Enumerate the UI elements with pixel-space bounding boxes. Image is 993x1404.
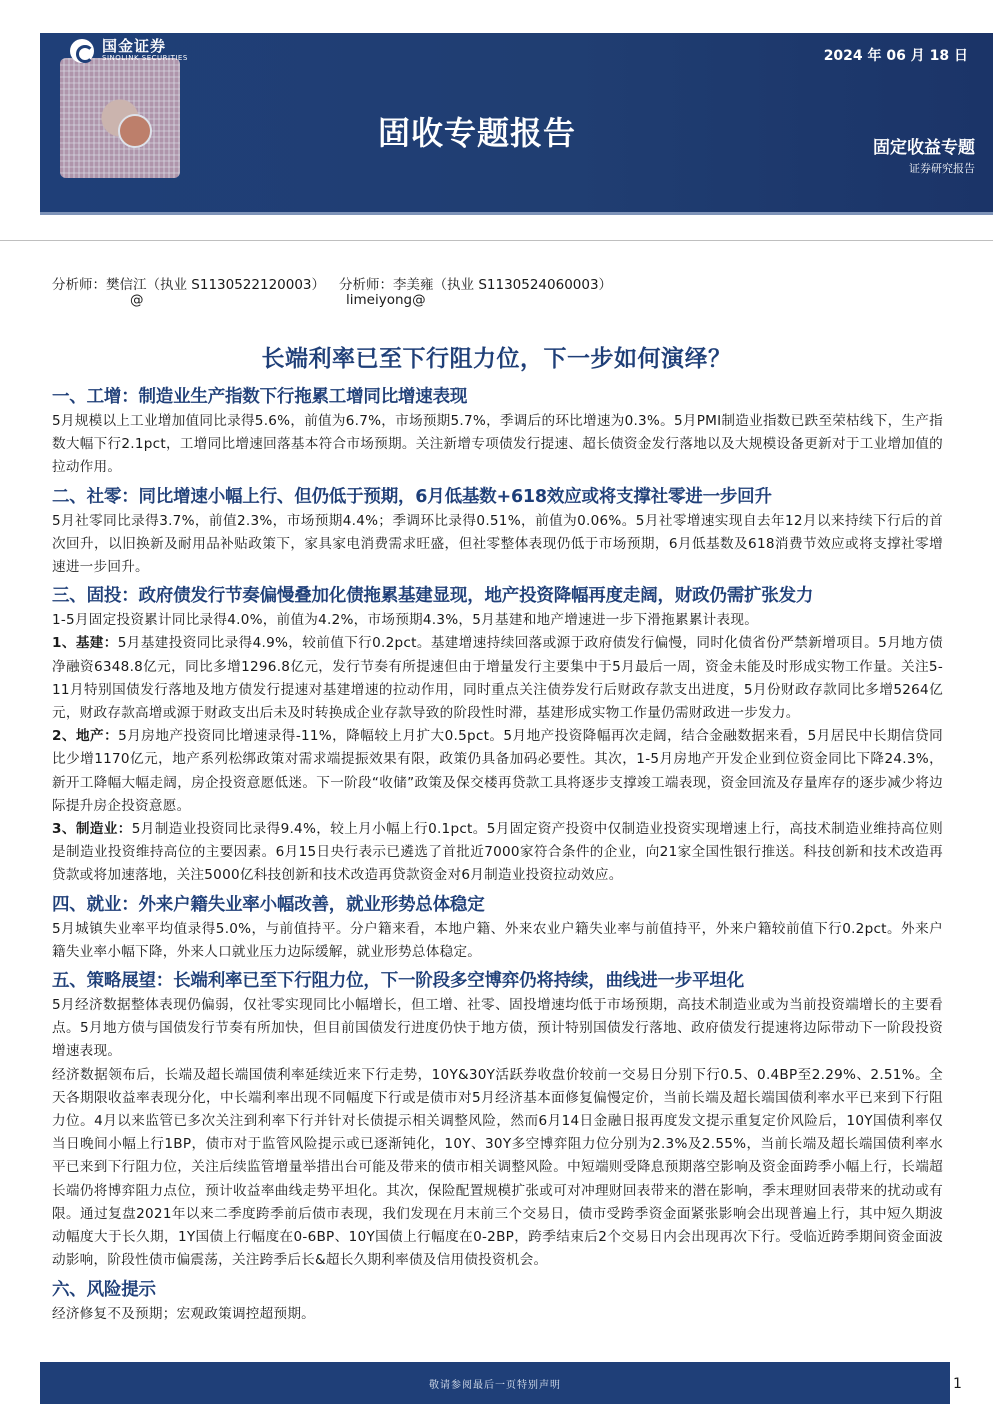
infrastructure-label: 1、基建： [52, 635, 118, 652]
section-1-heading: 一、工增：制造业生产指数下行拖累工增同比增速表现 [52, 387, 468, 407]
footer-disclaimer[interactable]: 敬请参阅最后一页特别声明 [429, 1379, 561, 1391]
section-3-infrastructure [52, 632, 943, 725]
section-2-paragraph: 5月社零同比录得3.7%，前值2.3%，市场预期4.4%；季调环比录得0.51%，前值为0.06%。5月社零增速实现自去年12月以来持续下行后的首次回升，以旧换新及耐用品补贴政策下，家具家电消费需求旺盛，但社零整体表现仍低于市场预期，6月低基数及618消费节效应或将支撑社零增速进一步回升。 [52, 512, 943, 576]
analyst-emails [52, 292, 552, 310]
qr-code [60, 58, 180, 178]
report-date: 2024 年 06 月 18 日 [823, 48, 968, 64]
section-1-paragraph: 5月规模以上工业增加值同比录得5.6%，前值为6.7%，市场预期5.7%，季调后的环比增速为0.3%。5月PMI制造业指数已跌至荣枯线下，生产指数大幅下行2.1pct，工增同比增速回落基本符合市场预期。关注新增专项债发行提速、超长债资金发行落地以及大规模设备更新对于工业增加值的拉动作用。 [52, 413, 943, 476]
infrastructure-text: 5月基建投资同比录得4.9%，较前值下行0.2pct。基建增速持续回落或源于政府债发行偏慢，同时化债省份严禁新增项目。5月地方债净融资6348.8亿元，同比多增1296.8亿元，发行节奏有所提速但由于增量发行主要集中于5月最后一周，资金未能及时形成实物工作量。关注5-11月特别国债发行落地及地方债发行提速对基建增速的拉动作用，同时重点关注债券发行后财政存款支出进度，5月份财政存款同比多增5264亿元，财政存款高增或源于财政支出后未及时转换成企业存款导致的阶段性时滞，基建形成实物工作量仍需财政进一步发力。 [52, 635, 943, 722]
report-type: 固定收益专题 [873, 138, 975, 158]
footer-bar [40, 1362, 950, 1404]
section-6-paragraph: 经济修复不及预期；宏观政策调控超预期。 [52, 1305, 316, 1322]
real-estate-label: 2、地产： [52, 728, 119, 745]
logo-icon [70, 39, 94, 63]
main-title: 长端利率已至下行阻力位，下一步如何演绎？ [261, 346, 732, 372]
header-divider [0, 240, 993, 241]
section-5-heading: 五、策略展望：长端利率已至下行阻力位，下一阶段多空博弈仍将持续，曲线进一步平坦化 [52, 971, 744, 992]
section-3-heading: 三、固投：政府债发行节奏偏慢叠加化债拖累基建显现，地产投资降幅再度走阔，财政仍需扩张发力 [52, 586, 814, 607]
logo-en: SINOLINK SECURITIES [102, 54, 188, 62]
analysts [52, 273, 612, 293]
report-subtitle: 证券研究报告 [909, 162, 975, 175]
section-4-paragraph: 5月城镇失业率平均值录得5.0%，与前值持平。分户籍来看，本地户籍、外来农业户籍失业率与前值持平，外来户籍较前值下行0.2pct。外来户籍失业率小幅下降，外来人口就业压力边际缓解，就业形势总体稳定。 [52, 920, 943, 960]
section-2-heading: 二、社零：同比增速小幅上行、但仍低于预期，6月低基数+618效应或将支撑社零进一步回升 [52, 486, 772, 507]
manufacturing-text: 5月制造业投资同比录得9.4%，较上月小幅上行0.1pct。5月固定资产投资中仅制造业投资实现增速上行，高技术制造业维持高位则是制造业投资维持高位的主要因素。6月15日央行表示已遴选了首批近7000家符合条件的企业，向21家全国性银行推送。科技创新和技术改造再贷款或将加速落地，关注5000亿科技创新和技术改造再贷款资金对6月制造业投资拉动效应。 [52, 821, 943, 884]
report-body [52, 384, 943, 1325]
qr-logo [118, 114, 152, 148]
section-3-intro: 1-5月固定投资累计同比录得4.0%，前值为4.2%，市场预期4.3%，5月基建和地产增速进一步下滑拖累累计表现。 [52, 612, 759, 629]
company-logo [70, 38, 188, 63]
logo-cn: 国金证券 [102, 37, 167, 55]
section-4-heading: 四、就业：外来户籍失业率小幅改善，就业形势总体稳定 [52, 894, 485, 915]
manufacturing-label: 3、制造业： [52, 821, 132, 838]
report-title: 固收专题报告 [378, 114, 577, 152]
section-5-paragraph-1: 5月经济数据整体表现仍偏弱，仅社零实现同比小幅增长，但工增、社零、固投增速均低于市场预期，高技术制造业或为当前投资端增长的主要看点。5月地方债与国债发行节奏有所加快，但目前国债发行进度仍快于地方债，预计特别国债发行落地、政府债发行提速将边际带动下一阶段投资增速表现。 [52, 997, 943, 1060]
real-estate-text: 5月房地产投资同比增速录得-11%，降幅较上月扩大0.5pct。5月地产投资降幅再次走阔，结合金融数据来看，5月居民中长期信贷同比少增1170亿元，地产系列松绑政策对需求端提振效果有限，政策仍具备加码必要性。其次，1-5月房地产开发企业到位资金同比下降24.3%，新开工降幅大幅走阔，房企投资意愿低迷。下一阶段“收储”政策及保交楼再贷款工具将逐步支撑竣工端表现，资金回流及存量库存的逐步减少将边际提升房企投资意愿。 [52, 728, 943, 814]
analyst-1: 分析师：樊信江（执业 S1130522120003） [52, 277, 326, 293]
analyst-1-email[interactable]: @ [130, 292, 144, 308]
section-3-manufacturing [52, 818, 943, 888]
analyst-2: 分析师：李美雍（执业 S1130524060003） [339, 277, 613, 293]
section-3-real-estate [52, 725, 943, 818]
section-5-paragraph-2: 经济数据领布后，长端及超长端国债利率延续近来下行走势，10Y&30Y活跃券收盘价较前一交易日分别下行0.5、0.4BP至2.29%、2.51%。全天各期限收益率表现分化，中长端利率出现不同幅度下行或是债市对5月经济基本面修复偏慢定价，当前长端及超长端国债利率水平已来到下行阻力位。4月以来监管已多次关注到利率下行并针对长债提示相关调整风险，然而6月14日金融日报再度发文提示重复定价风险后，10Y国债利率仅当日晚间小幅上行1BP，债市对于监管风险提示或已逐渐钝化，10Y、30Y多空博弈阻力位分别为2.3%及2.55%，当前长端及超长端国债利率水平已来到下行阻力位，关注后续监管增量举措出台可能及带来的债市相关调整风险。中短端则受降息预期落空影响及资金面跨季小幅上行，长端超长端仍将博弈阻力点位，预计收益率曲线走势平坦化。其次，保险配置规模扩张或可对冲理财回表带来的潜在影响，季末理财回表带来的扰动或有限。通过复盘2021年以来二季度跨季前后债市表现，我们发现在月末前三个交易日，债市受跨季资金面紧张影响会出现普遍上行，其中短久期波动幅度大于长久期，1Y国债上行幅度在0-6BP、10Y国债上行幅度在0-2BP，跨季结束后2个交易日内会出现再次下行。受临近跨季期间资金面波动影响，阶段性债市偏震荡，关注跨季后长&超长久期利率债及信用债投资机会。 [52, 1066, 943, 1269]
page-number: 1 [953, 1376, 962, 1392]
section-6-heading: 六、风险提示 [52, 1279, 156, 1300]
analyst-2-email[interactable]: limeiyong@ [346, 292, 426, 308]
